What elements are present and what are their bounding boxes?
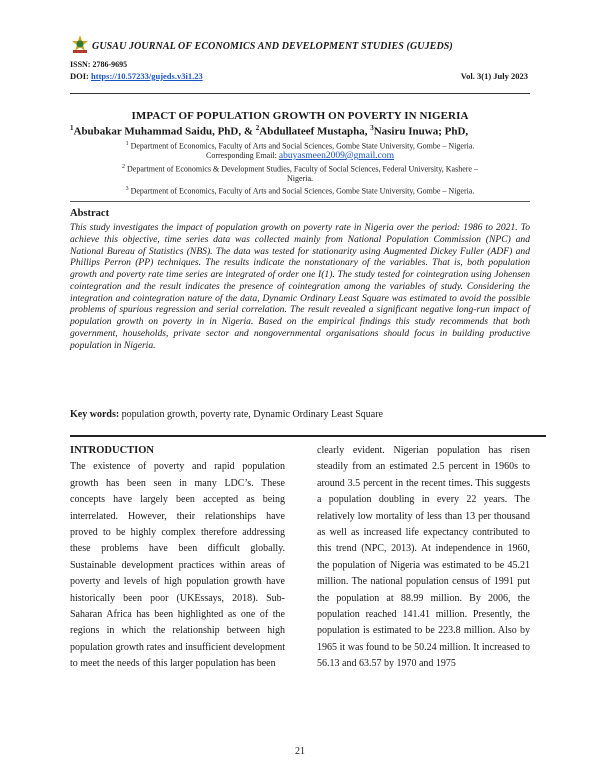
journal-name: GUSAU JOURNAL OF ECONOMICS AND DEVELOPMENT STUDIES (GUJEDS) [92, 41, 453, 52]
page-number: 21 [295, 746, 305, 757]
corresponding-email-link[interactable]: abuyasmeen2009@gmail.com [278, 151, 394, 161]
introduction-heading: INTRODUCTION [70, 445, 155, 456]
keywords-label: Key words: [70, 409, 120, 420]
abstract-text: This study investigates the impact of population growth on poverty rate in Nigeria over the period: 1986 to 2021. To achieve this objective, time series data was collected mainly from National Population Commission (NPC) and National Bureau of Statistics (NBS). The data was tested for stationarity using Augmented Dickey Fuller (ADF) and Phillips Perron (PP) techniques. The results indicate the nonstationary of the variables. That is, both population growth and poverty rate time series are integrated of order one I(1). The study tested for cointegration using Johensen cointegration and the result indicates the presence of cointegration among the variables of study. Considering the integration and cointegration nature of the data, Dynamic Ordinary Least Square was estimated to avoid the possible problems of spurious regression and serial correlation. The result revealed a significant negative long-run impact of population growth on poverty in in Nigeria. Based on the empirical findings this study recommends that both government, households, private sector and nongovernmental organisations should focus in building productive population in Nigeria. [70, 222, 530, 351]
corresponding-email-line [70, 150, 530, 162]
author-1: Abubakar Muhammad Saidu, PhD, & [73, 125, 256, 138]
keywords-text: population growth, poverty rate, Dynamic Ordinary Least Square [119, 409, 383, 420]
author-3: Nasiru Inuwa; PhD, [373, 125, 469, 138]
doi-label: DOI: [70, 71, 89, 81]
affiliation-2-text: Department of Economics & Development Studies, Faculty of Social Sciences, Federal University, Kashere – [127, 164, 478, 174]
paper-title: IMPACT OF POPULATION GROWTH ON POVERTY IN NIGERIA [131, 110, 469, 122]
affiliation-sup-2: 2 [122, 164, 126, 170]
affiliation-sup-1: 1 [125, 141, 129, 147]
introduction-left-text: The existence of poverty and rapid population growth has been seen in many LDC’s. These concepts have largely been accepted as being interrelated. However, their relationships have proved to be highly complex therefore addressing these problems have been difficult globally. Sustainable development practices within areas of poverty and levels of high population growth have historically been poor (UKEssays, 2018). Sub-Saharan Africa has been highlighted as one of the regions in which the relationship between high population growth rates and insufficient development to meet the needs of this larger population has been [70, 461, 285, 670]
header-divider [70, 93, 530, 94]
affiliation-sup-3: 3 [125, 186, 129, 192]
abstract-heading: Abstract [70, 208, 110, 219]
affiliation-3-text: Department of Economics, Faculty of Arts and Social Sciences, Gombe State University, Gombe – Nigeria. [130, 186, 475, 196]
doi-link[interactable]: https://10.57233/gujeds.v3i1.23 [91, 71, 203, 81]
affiliation-1-text: Department of Economics, Faculty of Arts and Social Sciences, Gombe State University, Gombe – Nigeria. [130, 141, 475, 151]
author-2: Abdullateef Mustapha, [259, 125, 371, 138]
corresponding-label: Corresponding Email: [206, 151, 279, 160]
doi-row [70, 71, 203, 81]
author-sup-3: 3 [370, 124, 374, 132]
body-divider [70, 435, 546, 437]
author-sup-1: 1 [70, 124, 74, 132]
affiliation-3 [70, 184, 530, 197]
abstract-divider [70, 201, 530, 202]
volume-issue: Vol. 3(1) July 2023 [460, 71, 528, 81]
author-list [70, 124, 468, 138]
affiliation-2-cont: Nigeria. [287, 174, 313, 183]
column-left [70, 443, 285, 673]
keywords-line [70, 409, 383, 420]
issn: ISSN: 2786-9695 [70, 60, 128, 69]
author-sup-2: 2 [255, 124, 260, 132]
introduction-right-text: clearly evident. Nigerian population has risen steadily from an estimated 2.5 percent in 1960s to around 3.5 percent in the recent times. This suggests a population doubling in every 22 years. The relatively low mortality of less than 13 per thousand as well as increased life expectancy contributed to this trend (NPC, 2013). At independence in 1960, the population of Nigeria was estimated to be 45.21 million. The national population census of 1991 put the population at 88.99 million. By 2006, the population reached 141.41 million. Presently, the population is estimated to be 223.8 million. Also by 1965 it was found to be 50.24 million. It increased to 56.13 and 63.57 by 1970 and 1975 [317, 445, 530, 670]
journal-logo-icon [70, 34, 90, 54]
column-right [317, 443, 530, 673]
